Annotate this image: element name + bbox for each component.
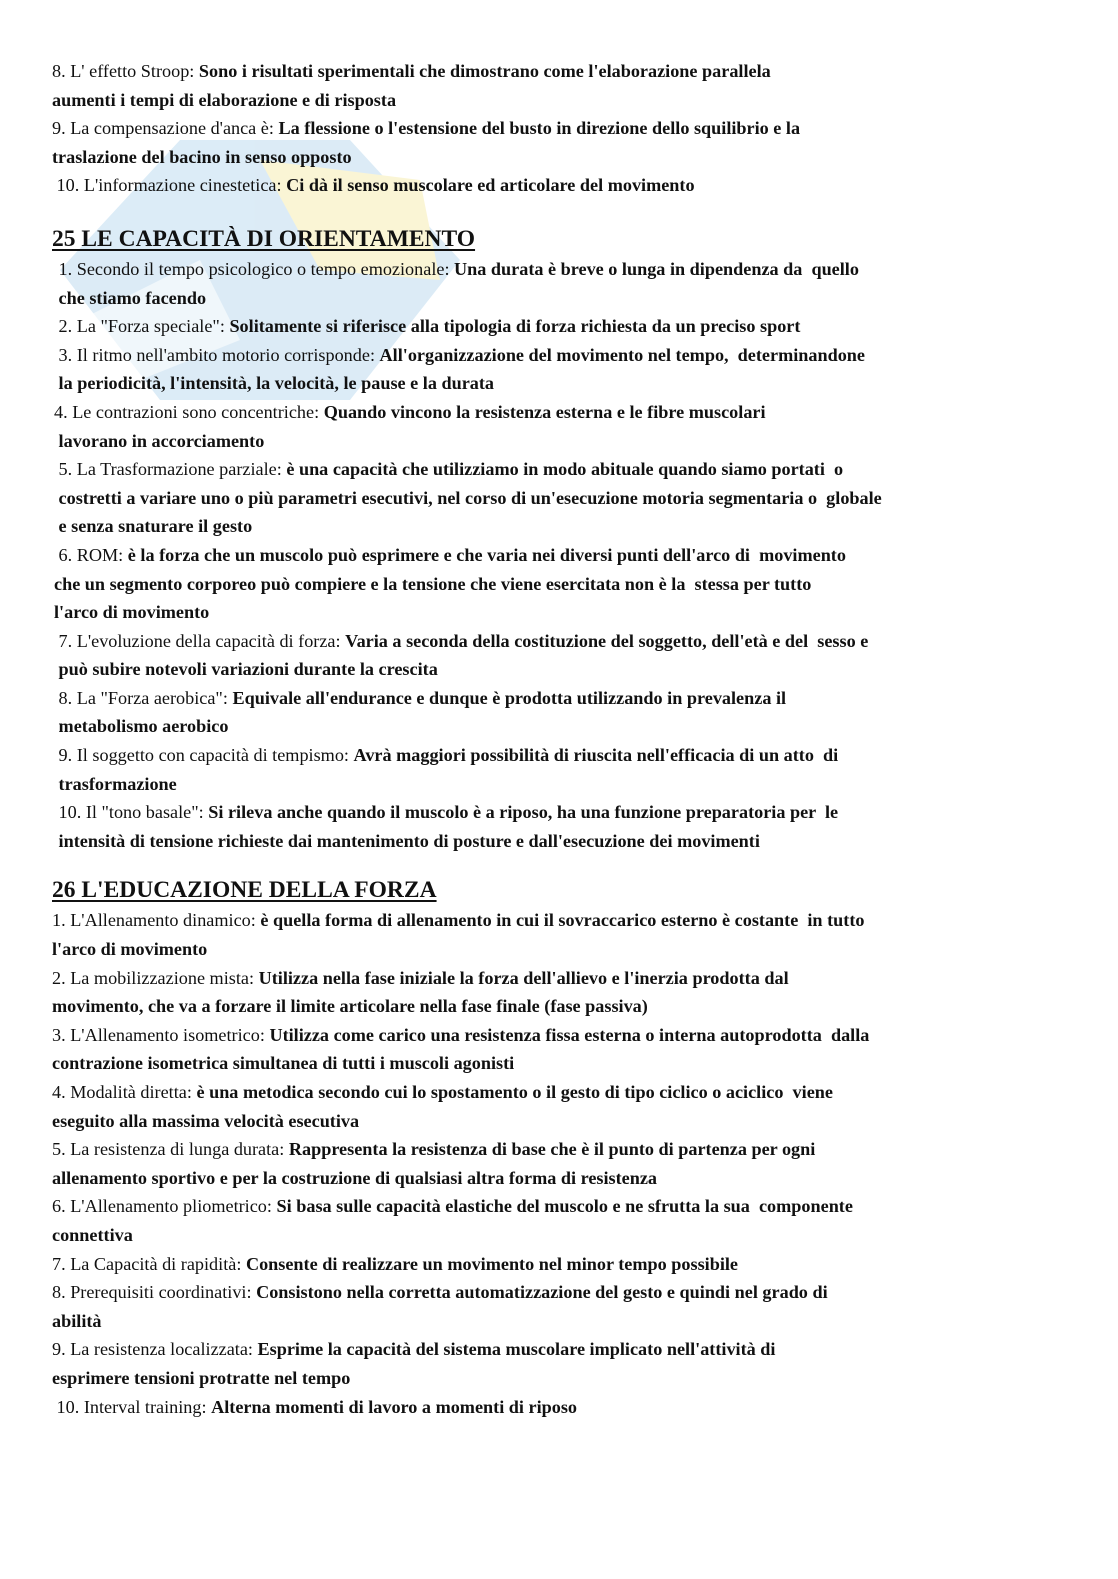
list-item: 2. La "Forza speciale": Solitamente si riferisce alla tipologia di forza richiesta da un preciso sport xyxy=(54,316,801,337)
list-item: 9. La resistenza localizzata: Esprime la capacità del sistema muscolare implicato nell'attività di esprimere tensioni protratte nel tempo xyxy=(52,1339,776,1388)
list-item: 3. Il ritmo nell'ambito motorio corrisponde: All'organizzazione del movimento nel tempo, determinandone la periodicità, l'intensità, la velocità, le pause e la durata xyxy=(54,344,865,394)
list-item: 5. La resistenza di lunga durata: Rappresenta la resistenza di base che è il punto di partenza per ogni allenamento sportivo e per la costruzione di qualsiasi altra forma di resistenza xyxy=(52,1139,816,1188)
list-item: 9. Il soggetto con capacità di tempismo: Avrà maggiori possibilità di riuscita nell'efficacia di un atto di trasformazione xyxy=(54,745,839,794)
list-item: 3. L'Allenamento isometrico: Utilizza come carico una resistenza fissa esterna o interna autoprodotta dalla contrazione isometrica simultanea di tutti i muscoli agonisti xyxy=(52,1024,870,1074)
list-item: 1. L'Allenamento dinamico: è quella forma di allenamento in cui il sovraccarico esterno è costante in tutto l'arco di movimento xyxy=(52,910,865,960)
list-item: 10. Interval training: Alterna momenti di lavoro a momenti di riposo xyxy=(52,1396,578,1417)
list-item: 8. La "Forza aerobica": Equivale all'endurance e dunque è prodotta utilizzando in prevalenza il metabolismo aerobico xyxy=(54,687,787,737)
list-item: 8. L' effetto Stroop: Sono i risultati sperimentali che dimostrano come l'elaborazione parallela aumenti i tempi di elaborazione e di risposta xyxy=(52,61,771,110)
list-item: 6. L'Allenamento pliometrico: Si basa sulle capacità elastiche del muscolo e ne sfrutta la sua componente connettiva xyxy=(52,1196,853,1245)
list-item: 7. L'evoluzione della capacità di forza: Varia a seconda della costituzione del soggetto, dell'età e del sesso e può subire notevoli variazioni durante la crescita xyxy=(54,630,869,680)
section-25-list xyxy=(52,255,1082,855)
list-item: 9. La compensazione d'anca è: La flessione o l'estensione del busto in direzione dello squilibrio e la traslazione del bacino in senso opposto xyxy=(52,118,801,167)
list-item: 4. Le contrazioni sono concentriche: Quando vincono la resistenza esterna e le fibre muscolari lavorano in accorciamento xyxy=(54,401,766,451)
list-item: 5. La Trasformazione parziale: è una capacità che utilizziamo in modo abituale quando siamo portati o costretti a variare uno o più parametri esecutivi, nel corso di un'esecuzione motoria segmentaria o globale e senza snaturare il gesto xyxy=(54,459,882,537)
list-item: 6. ROM: è la forza che un muscolo può esprimere e che varia nei diversi punti dell'arco di movimento che un segmento corporeo può compiere e la tensione che viene esercitata non è la stessa per tutto l'arco di movimento xyxy=(54,544,846,623)
list-item: 4. Modalità diretta: è una metodica secondo cui lo spostamento o il gesto di tipo ciclico o aciclico viene eseguito alla massima velocità esecutiva xyxy=(52,1082,833,1131)
section-0-list xyxy=(52,57,1082,200)
list-item: 10. Il "tono basale": Si rileva anche quando il muscolo è a riposo, ha una funzione preparatoria per le intensità di tensione richieste dai mantenimento di posture e dall'esecuzione dei movimenti xyxy=(54,802,839,851)
section-title-25: 25 LE CAPACITÀ DI ORIENTAMENTO xyxy=(52,225,476,252)
document-page xyxy=(52,56,1082,1421)
list-item: 8. Prerequisiti coordinativi: Consistono nella corretta automatizzazione del gesto e quindi nel grado di abilità xyxy=(52,1282,828,1331)
list-item: 2. La mobilizzazione mista: Utilizza nella fase iniziale la forza dell'allievo e l'inerzia prodotta dal movimento, che va a forzare il limite articolare nella fase finale (fase passiva) xyxy=(52,967,789,1017)
list-item: 1. Secondo il tempo psicologico o tempo emozionale: Una durata è breve o lunga in dipendenza da quello che stiamo facendo xyxy=(54,258,859,308)
list-item: 7. La Capacità di rapidità: Consente di realizzare un movimento nel minor tempo possibile xyxy=(52,1253,738,1274)
list-item: 10. L'informazione cinestetica: Ci dà il senso muscolare ed articolare del movimento xyxy=(52,175,695,196)
section-26-list xyxy=(52,906,1082,1421)
section-title-26: 26 L'EDUCAZIONE DELLA FORZA xyxy=(52,877,437,904)
